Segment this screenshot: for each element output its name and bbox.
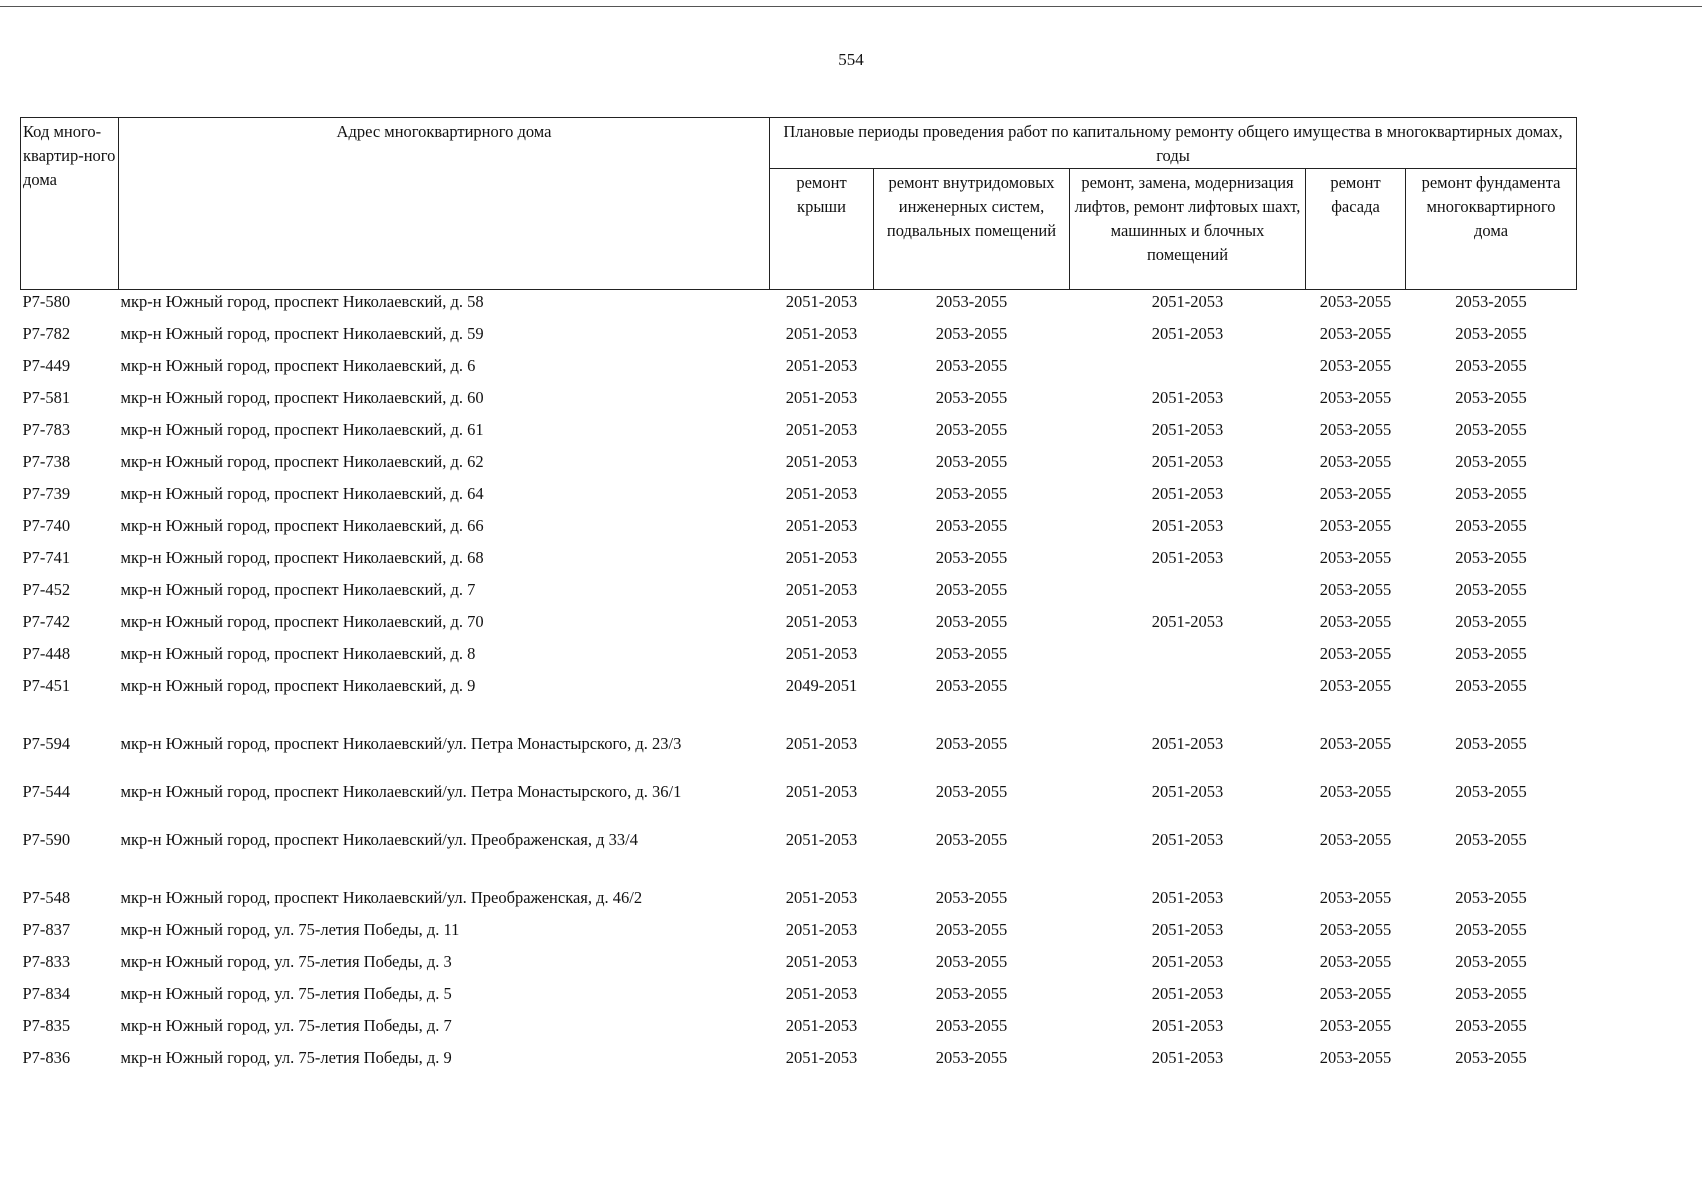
cell-address: мкр-н Южный город, проспект Николаевский, д. 62 — [120, 452, 484, 471]
cell-foundation: 2053-2055 — [1455, 734, 1527, 753]
cell-foundation: 2053-2055 — [1455, 292, 1527, 311]
header-engineering: ремонт внутридомовых инженерных систем, подвальных помещений — [874, 169, 1070, 290]
scan-border-line — [0, 0, 1702, 7]
table-row — [21, 387, 1577, 419]
table-row — [21, 887, 1577, 919]
header-roof: ремонт крыши — [770, 169, 874, 290]
cell-engineering: 2053-2055 — [935, 888, 1008, 907]
cell-facade: 2053-2055 — [1319, 356, 1392, 375]
cell-roof: 2051-2053 — [785, 830, 858, 849]
cell-roof: 2051-2053 — [785, 920, 858, 939]
cell-elevators: 2051-2053 — [1151, 920, 1224, 939]
cell-address: мкр-н Южный город, ул. 75-летия Победы, д. 11 — [120, 920, 460, 939]
cell-roof: 2051-2053 — [785, 734, 858, 753]
cell-facade: 2053-2055 — [1319, 782, 1392, 801]
cell-address: мкр-н Южный город, проспект Николаевский, д. 68 — [120, 548, 484, 567]
cell-engineering: 2053-2055 — [935, 1048, 1008, 1067]
table-row — [21, 355, 1577, 387]
cell-engineering: 2053-2055 — [935, 516, 1008, 535]
cell-facade: 2053-2055 — [1319, 676, 1392, 695]
cell-facade: 2053-2055 — [1319, 420, 1392, 439]
cell-code: P7-837 — [22, 920, 71, 939]
cell-engineering: 2053-2055 — [935, 612, 1008, 631]
cell-elevators: 2051-2053 — [1151, 1016, 1224, 1035]
cell-elevators: 2051-2053 — [1151, 734, 1224, 753]
cell-foundation: 2053-2055 — [1455, 324, 1527, 343]
cell-address: мкр-н Южный город, проспект Николаевский/ул. Петра Монастырского, д. 23/3 — [120, 734, 682, 753]
cell-foundation: 2053-2055 — [1455, 888, 1527, 907]
cell-code: P7-452 — [22, 580, 71, 599]
table-row — [21, 451, 1577, 483]
cell-address: мкр-н Южный город, проспект Николаевский/ул. Петра Монастырского, д. 36/1 — [120, 782, 682, 801]
table-row — [21, 611, 1577, 643]
table-row — [21, 419, 1577, 451]
cell-engineering: 2053-2055 — [935, 644, 1008, 663]
cell-engineering: 2053-2055 — [935, 920, 1008, 939]
cell-facade: 2053-2055 — [1319, 830, 1392, 849]
cell-facade: 2053-2055 — [1319, 516, 1392, 535]
cell-elevators: 2051-2053 — [1151, 952, 1224, 971]
cell-address: мкр-н Южный город, ул. 75-летия Победы, д. 5 — [120, 984, 452, 1003]
table-row — [21, 579, 1577, 611]
cell-foundation: 2053-2055 — [1455, 484, 1527, 503]
cell-facade: 2053-2055 — [1319, 888, 1392, 907]
cell-roof: 2051-2053 — [785, 612, 858, 631]
cell-roof: 2051-2053 — [785, 420, 858, 439]
cell-engineering: 2053-2055 — [935, 830, 1008, 849]
cell-code: P7-740 — [22, 516, 71, 535]
cell-elevators — [1070, 579, 1306, 611]
cell-facade: 2053-2055 — [1319, 1048, 1392, 1067]
cell-code: P7-835 — [22, 1016, 71, 1035]
cell-facade: 2053-2055 — [1319, 548, 1392, 567]
cell-code: P7-448 — [22, 644, 71, 663]
cell-address: мкр-н Южный город, проспект Николаевский, д. 64 — [120, 484, 484, 503]
cell-elevators: 2051-2053 — [1151, 548, 1224, 567]
cell-engineering: 2053-2055 — [935, 734, 1008, 753]
cell-engineering: 2053-2055 — [935, 580, 1008, 599]
cell-code: P7-742 — [22, 612, 71, 631]
table-row — [21, 643, 1577, 675]
table-row — [21, 483, 1577, 515]
cell-engineering: 2053-2055 — [935, 292, 1008, 311]
cell-roof: 2051-2053 — [785, 516, 858, 535]
cell-code: P7-741 — [22, 548, 71, 567]
cell-address: мкр-н Южный город, проспект Николаевский, д. 6 — [120, 356, 476, 375]
cell-code: P7-739 — [22, 484, 71, 503]
cell-foundation: 2053-2055 — [1455, 952, 1527, 971]
cell-foundation: 2053-2055 — [1455, 420, 1527, 439]
cell-code: P7-836 — [22, 1048, 71, 1067]
cell-elevators: 2051-2053 — [1151, 452, 1224, 471]
cell-foundation: 2053-2055 — [1455, 830, 1527, 849]
cell-elevators: 2051-2053 — [1151, 782, 1224, 801]
cell-facade: 2053-2055 — [1319, 612, 1392, 631]
cell-address: мкр-н Южный город, проспект Николаевский, д. 70 — [120, 612, 484, 631]
capital-repair-table — [20, 117, 1577, 1079]
table-row — [21, 547, 1577, 579]
cell-code: P7-834 — [22, 984, 71, 1003]
table-body — [21, 290, 1577, 1080]
cell-code: P7-544 — [22, 782, 71, 801]
cell-facade: 2053-2055 — [1319, 984, 1392, 1003]
cell-roof: 2051-2053 — [785, 356, 858, 375]
table-row — [21, 951, 1577, 983]
cell-roof: 2051-2053 — [785, 1016, 858, 1035]
cell-address: мкр-н Южный город, проспект Николаевский, д. 60 — [120, 388, 484, 407]
cell-foundation: 2053-2055 — [1455, 516, 1527, 535]
cell-engineering: 2053-2055 — [935, 484, 1008, 503]
cell-code: P7-783 — [22, 420, 71, 439]
cell-elevators: 2051-2053 — [1151, 324, 1224, 343]
cell-foundation: 2053-2055 — [1455, 782, 1527, 801]
cell-elevators — [1070, 675, 1306, 733]
cell-elevators — [1070, 643, 1306, 675]
cell-foundation: 2053-2055 — [1455, 644, 1527, 663]
cell-facade: 2053-2055 — [1319, 388, 1392, 407]
cell-roof: 2051-2053 — [785, 548, 858, 567]
cell-code: P7-580 — [22, 292, 71, 311]
page-number: 554 — [838, 50, 864, 69]
cell-foundation: 2053-2055 — [1455, 356, 1527, 375]
cell-foundation: 2053-2055 — [1455, 984, 1527, 1003]
table-row — [21, 323, 1577, 355]
header-facade: ремонт фасада — [1306, 169, 1406, 290]
cell-facade: 2053-2055 — [1319, 952, 1392, 971]
cell-engineering: 2053-2055 — [935, 952, 1008, 971]
cell-roof: 2051-2053 — [785, 484, 858, 503]
cell-address: мкр-н Южный город, проспект Николаевский, д. 59 — [120, 324, 484, 343]
cell-facade: 2053-2055 — [1319, 292, 1392, 311]
table-row — [21, 829, 1577, 887]
cell-foundation: 2053-2055 — [1455, 676, 1527, 695]
cell-address: мкр-н Южный город, проспект Николаевский/ул. Преображенская, д 33/4 — [120, 830, 638, 849]
cell-code: P7-594 — [22, 734, 71, 753]
cell-roof: 2051-2053 — [785, 782, 858, 801]
cell-address: мкр-н Южный город, проспект Николаевский, д. 7 — [120, 580, 476, 599]
cell-address: мкр-н Южный город, ул. 75-летия Победы, д. 3 — [120, 952, 452, 971]
cell-code: P7-833 — [22, 952, 71, 971]
cell-engineering: 2053-2055 — [935, 984, 1008, 1003]
table-row — [21, 919, 1577, 951]
cell-roof: 2051-2053 — [785, 292, 858, 311]
table-row — [21, 733, 1577, 781]
cell-roof: 2051-2053 — [785, 1048, 858, 1067]
cell-foundation: 2053-2055 — [1455, 1016, 1527, 1035]
cell-roof: 2051-2053 — [785, 952, 858, 971]
cell-facade: 2053-2055 — [1319, 1016, 1392, 1035]
cell-engineering: 2053-2055 — [935, 548, 1008, 567]
cell-elevators — [1070, 355, 1306, 387]
cell-facade: 2053-2055 — [1319, 324, 1392, 343]
cell-elevators: 2051-2053 — [1151, 292, 1224, 311]
table-row — [21, 290, 1577, 324]
cell-roof: 2051-2053 — [785, 388, 858, 407]
cell-code: P7-451 — [22, 676, 71, 695]
header-periods-group: Плановые периоды проведения работ по капитальному ремонту общего имущества в многоквартирных домах, годы — [770, 118, 1577, 169]
table-row — [21, 515, 1577, 547]
header-code: Код много-квартир-ного дома — [21, 118, 119, 290]
cell-address: мкр-н Южный город, проспект Николаевский, д. 9 — [120, 676, 476, 695]
cell-foundation: 2053-2055 — [1455, 452, 1527, 471]
cell-roof: 2051-2053 — [785, 580, 858, 599]
cell-elevators: 2051-2053 — [1151, 984, 1224, 1003]
cell-address: мкр-н Южный город, проспект Николаевский, д. 58 — [120, 292, 484, 311]
cell-elevators: 2051-2053 — [1151, 516, 1224, 535]
header-elevators: ремонт, замена, модернизация лифтов, ремонт лифтовых шахт, машинных и блочных помещений — [1070, 169, 1306, 290]
cell-code: P7-590 — [22, 830, 71, 849]
cell-code: P7-738 — [22, 452, 71, 471]
cell-code: P7-548 — [22, 888, 71, 907]
cell-roof: 2051-2053 — [785, 452, 858, 471]
cell-facade: 2053-2055 — [1319, 734, 1392, 753]
cell-engineering: 2053-2055 — [935, 388, 1008, 407]
cell-roof: 2051-2053 — [785, 984, 858, 1003]
cell-facade: 2053-2055 — [1319, 580, 1392, 599]
header-address: Адрес многоквартирного дома — [119, 118, 770, 290]
cell-foundation: 2053-2055 — [1455, 920, 1527, 939]
cell-roof: 2051-2053 — [785, 324, 858, 343]
cell-engineering: 2053-2055 — [935, 1016, 1008, 1035]
cell-foundation: 2053-2055 — [1455, 1048, 1527, 1067]
table-row — [21, 983, 1577, 1015]
cell-foundation: 2053-2055 — [1455, 580, 1527, 599]
cell-address: мкр-н Южный город, ул. 75-летия Победы, д. 9 — [120, 1048, 452, 1067]
table-row — [21, 1015, 1577, 1047]
cell-address: мкр-н Южный город, проспект Николаевский, д. 61 — [120, 420, 484, 439]
cell-roof: 2051-2053 — [785, 888, 858, 907]
cell-foundation: 2053-2055 — [1455, 548, 1527, 567]
table-row — [21, 1047, 1577, 1079]
cell-elevators: 2051-2053 — [1151, 420, 1224, 439]
cell-elevators: 2051-2053 — [1151, 612, 1224, 631]
cell-elevators: 2051-2053 — [1151, 1048, 1224, 1067]
table-row — [21, 781, 1577, 829]
cell-engineering: 2053-2055 — [935, 324, 1008, 343]
table-row — [21, 675, 1577, 733]
cell-code: P7-782 — [22, 324, 71, 343]
cell-engineering: 2053-2055 — [935, 356, 1008, 375]
cell-engineering: 2053-2055 — [935, 452, 1008, 471]
cell-code: P7-581 — [22, 388, 71, 407]
cell-facade: 2053-2055 — [1319, 484, 1392, 503]
cell-roof: 2049-2051 — [785, 676, 858, 695]
cell-elevators: 2051-2053 — [1151, 388, 1224, 407]
cell-elevators: 2051-2053 — [1151, 830, 1224, 849]
cell-elevators: 2051-2053 — [1151, 484, 1224, 503]
cell-facade: 2053-2055 — [1319, 644, 1392, 663]
cell-facade: 2053-2055 — [1319, 452, 1392, 471]
cell-foundation: 2053-2055 — [1455, 388, 1527, 407]
cell-address: мкр-н Южный город, проспект Николаевский, д. 66 — [120, 516, 484, 535]
cell-engineering: 2053-2055 — [935, 782, 1008, 801]
cell-address: мкр-н Южный город, проспект Николаевский/ул. Преображенская, д. 46/2 — [120, 888, 643, 907]
cell-engineering: 2053-2055 — [935, 420, 1008, 439]
cell-address: мкр-н Южный город, проспект Николаевский, д. 8 — [120, 644, 476, 663]
cell-address: мкр-н Южный город, ул. 75-летия Победы, д. 7 — [120, 1016, 452, 1035]
cell-elevators: 2051-2053 — [1151, 888, 1224, 907]
cell-roof: 2051-2053 — [785, 644, 858, 663]
cell-facade: 2053-2055 — [1319, 920, 1392, 939]
cell-foundation: 2053-2055 — [1455, 612, 1527, 631]
cell-code: P7-449 — [22, 356, 71, 375]
cell-engineering: 2053-2055 — [935, 676, 1008, 695]
header-foundation: ремонт фундамента многоквартирного дома — [1406, 169, 1577, 290]
